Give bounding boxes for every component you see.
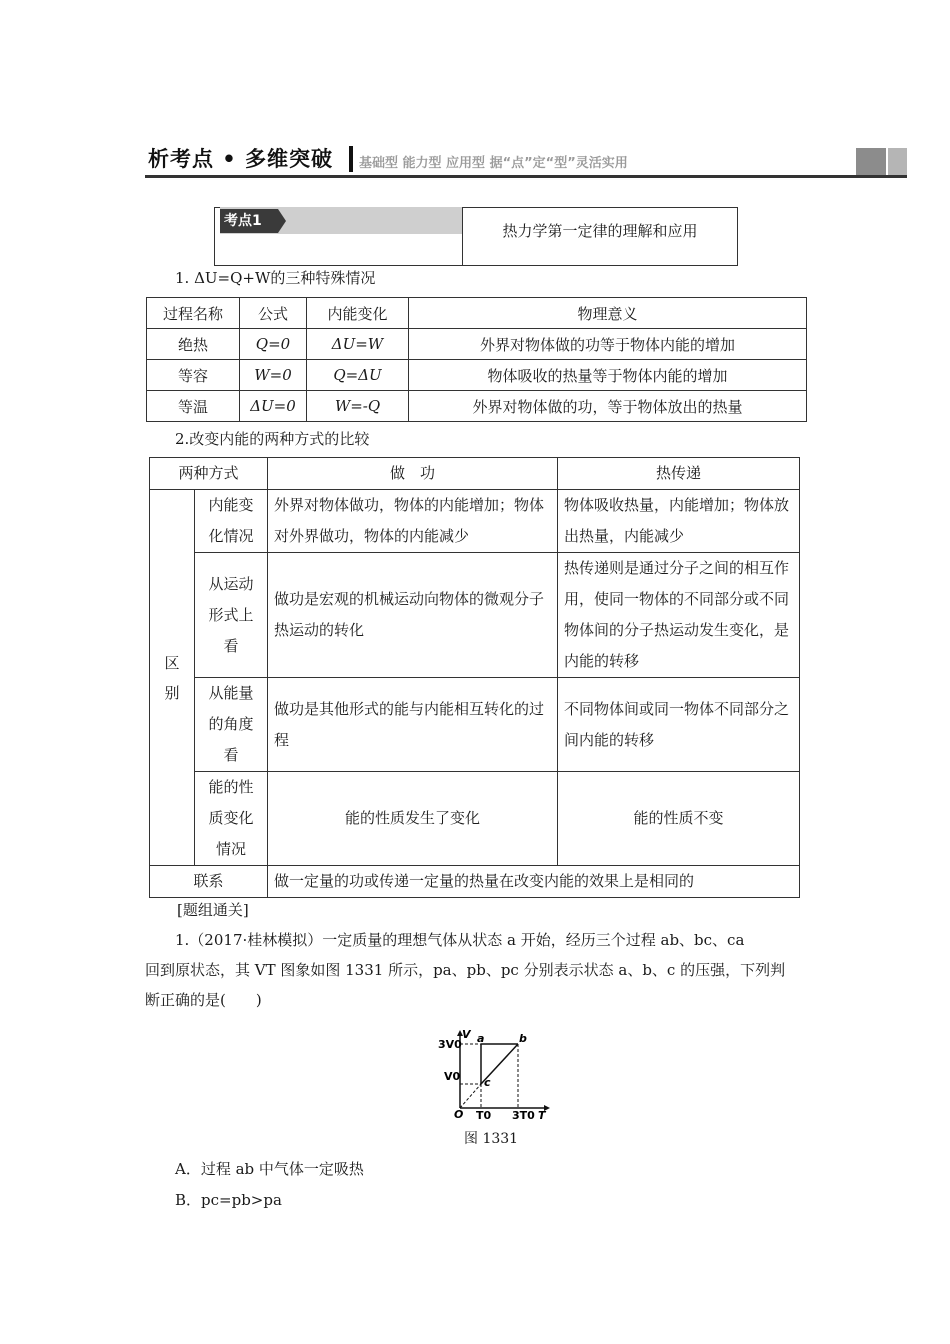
- question-line: 1.（2017·桂林模拟）一定质量的理想气体从状态 a 开始，经历三个过程 ab、bc、ca: [175, 931, 745, 949]
- banner-decor-block: [856, 148, 886, 175]
- option-b: B．pc=pb>pa: [175, 1191, 282, 1209]
- work-cell: 做功是宏观的机械运动向物体的微观分子热运动的转化: [268, 553, 558, 678]
- heat-cell: 能的性质不变: [558, 772, 800, 866]
- table-row: [150, 678, 800, 772]
- aspect-cell: 内能变 化情况: [195, 490, 268, 553]
- table-row: [150, 866, 800, 898]
- figure-caption: 图 1331: [464, 1131, 519, 1147]
- section1-heading: 1. ΔU=Q+W的三种特殊情况: [175, 269, 376, 287]
- comparison-table: [149, 457, 800, 898]
- vt-diagram: [436, 1028, 556, 1120]
- table-row: [150, 490, 800, 553]
- table-header-cell: 热传递: [558, 458, 800, 490]
- work-cell: 做功是其他形式的能与内能相互转化的过程: [268, 678, 558, 772]
- table-cell: W=-Q: [307, 391, 409, 422]
- table-cell: 绝热: [147, 329, 240, 360]
- table-header-row: [147, 298, 807, 329]
- aspect-cell: 从运动 形式上 看: [195, 553, 268, 678]
- table-header-cell: 公式: [240, 298, 307, 329]
- topic-tag-arrow: [278, 209, 286, 233]
- label-t: T: [538, 1109, 546, 1120]
- option-a: A．过程 ab 中气体一定吸热: [175, 1160, 364, 1178]
- section-banner-title: 析考点 • 多维突破: [148, 147, 334, 171]
- table-header-row: [150, 458, 800, 490]
- section2-heading: 2.改变内能的两种方式的比较: [175, 430, 370, 448]
- table-cell: 外界对物体做的功，等于物体放出的热量: [409, 391, 807, 422]
- table-cell: ΔU=W: [307, 329, 409, 360]
- table-cell: ΔU=0: [240, 391, 307, 422]
- banner-decor-block-light: [888, 148, 907, 175]
- aspect-cell: 能的性 质变化 情况: [195, 772, 268, 866]
- table-header-cell: 两种方式: [150, 458, 268, 490]
- point-b: b: [519, 1032, 527, 1045]
- label-o: O: [454, 1108, 464, 1120]
- table-row: [150, 772, 800, 866]
- point-a: a: [477, 1032, 485, 1045]
- work-cell: 外界对物体做功，物体的内能增加；物体对外界做功，物体的内能减少: [268, 490, 558, 553]
- table-cell: 等容: [147, 360, 240, 391]
- banner-underline: [145, 175, 907, 178]
- table-row: [147, 329, 807, 360]
- section-banner-subtitle: 基础型 能力型 应用型 据“点”定“型”灵活实用: [359, 156, 628, 171]
- heat-cell: 物体吸收热量，内能增加；物体放出热量，内能减少: [558, 490, 800, 553]
- topic-title: 热力学第一定律的理解和应用: [502, 222, 698, 240]
- guide-origin: [460, 1084, 481, 1108]
- label-v0: V0: [444, 1070, 461, 1083]
- label-t0: T0: [476, 1109, 492, 1120]
- group-label: [题组通关]: [177, 901, 249, 919]
- label-3v0: 3V0: [438, 1038, 462, 1051]
- lianxi-label: 联系: [150, 866, 268, 898]
- topic-tag: 考点1: [220, 209, 278, 233]
- table-row: [147, 391, 807, 422]
- table-cell: Q=0: [240, 329, 307, 360]
- special-cases-table: [146, 297, 807, 422]
- point-c: c: [484, 1076, 491, 1089]
- work-cell: 能的性质发生了变化: [268, 772, 558, 866]
- table-header-cell: 过程名称: [147, 298, 240, 329]
- question-line: 回到原状态，其 VT 图象如图 1331 所示，pa、pb、pc 分别表示状态 a、b、c 的压强，下列判: [145, 961, 786, 979]
- heat-cell: 热传递则是通过分子之间的相互作用，使同一物体的不同部分或不同物体间的分子热运动发生变化，是内能的转移: [558, 553, 800, 678]
- table-header-cell: 物理意义: [409, 298, 807, 329]
- table-cell: W=0: [240, 360, 307, 391]
- table-row: [147, 360, 807, 391]
- label-3t0: 3T0: [512, 1109, 535, 1120]
- table-cell: 等温: [147, 391, 240, 422]
- label-v: V: [462, 1028, 471, 1041]
- table-header-cell: 内能变化: [307, 298, 409, 329]
- table-row: [150, 553, 800, 678]
- heat-cell: 不同物体间或同一物体不同部分之间内能的转移: [558, 678, 800, 772]
- qubie-label: 区 别: [150, 490, 195, 866]
- banner-divider: [349, 146, 353, 172]
- lianxi-text: 做一定量的功或传递一定量的热量在改变内能的效果上是相同的: [268, 866, 800, 898]
- table-header-cell: 做 功: [268, 458, 558, 490]
- question-line: 断正确的是( ): [145, 991, 262, 1009]
- table-cell: 物体吸收的热量等于物体内能的增加: [409, 360, 807, 391]
- aspect-cell: 从能量 的角度 看: [195, 678, 268, 772]
- table-cell: Q=ΔU: [307, 360, 409, 391]
- table-cell: 外界对物体做的功等于物体内能的增加: [409, 329, 807, 360]
